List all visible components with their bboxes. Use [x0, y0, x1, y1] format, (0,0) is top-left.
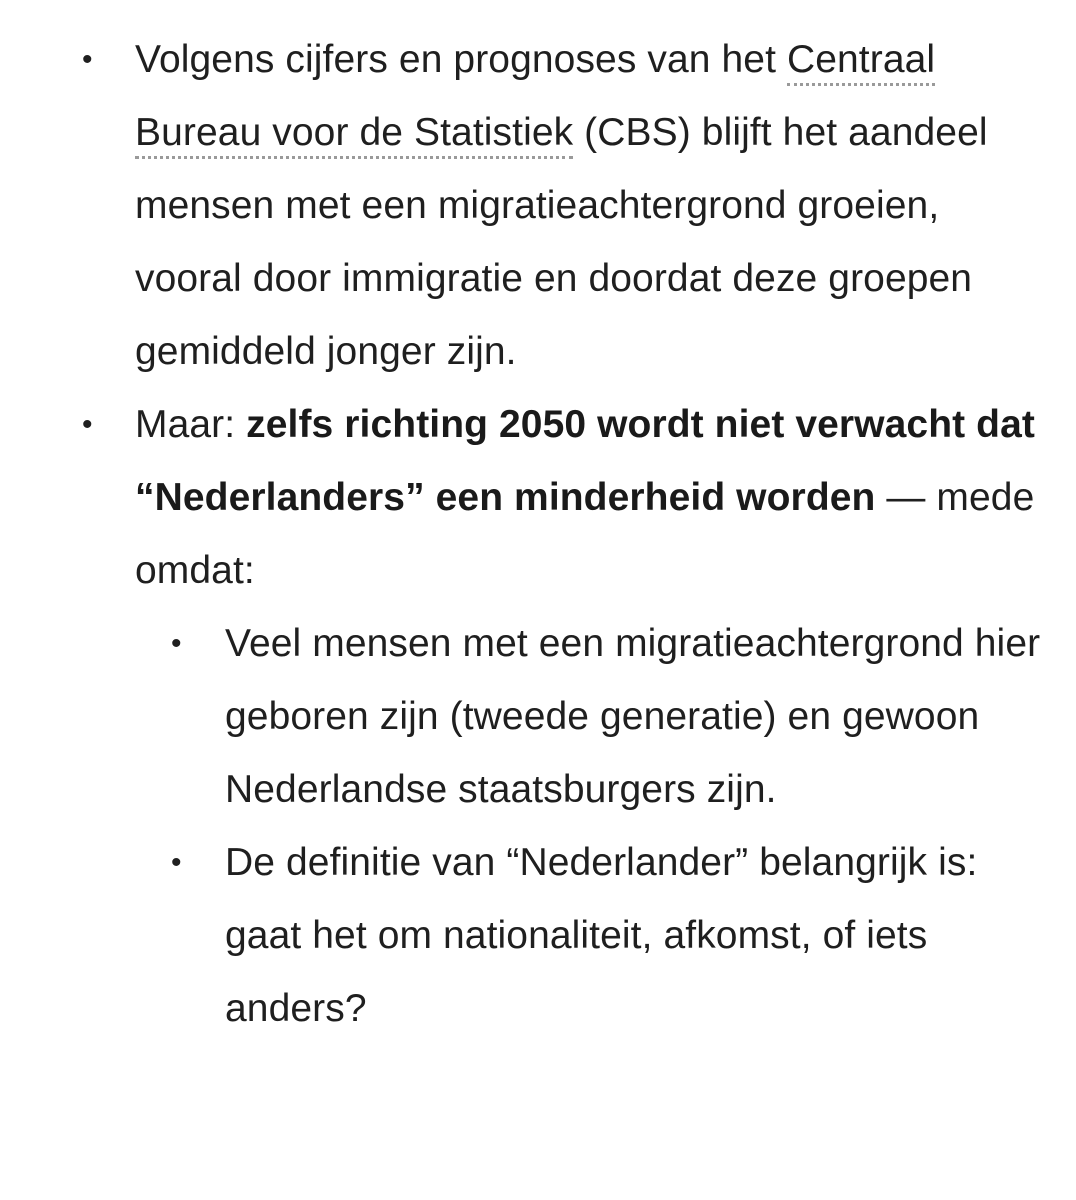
item-text-after-link: (CBS) blijft het aandeel mensen met een migratieachtergrond groeien, vooral door immigratie en doordat deze groepen gemiddeld jonger zijn. — [135, 111, 988, 373]
nested-bullet-list — [0, 607, 1041, 1045]
item-bold-statement: zelfs richting 2050 wordt niet verwacht dat “Nederlanders” een minderheid worden — [135, 403, 1035, 519]
cbs-link[interactable]: Centraal Bureau voor de Statistiek — [135, 38, 935, 159]
item-text-prefix: Maar: — [135, 403, 247, 446]
bullet-icon: • — [171, 627, 182, 660]
bullet-list — [0, 23, 1076, 1045]
bullet-icon: • — [171, 846, 182, 879]
list-item-cbs-growth — [0, 23, 1035, 388]
sub-item-text: De definitie van “Nederlander” belangrijk is: gaat het om nationaliteit, afkomst, of iets anders? — [225, 841, 978, 1030]
bullet-icon: • — [82, 43, 93, 76]
response-text-area — [0, 23, 1076, 1045]
item-text-before-link: Volgens cijfers en prognoses van het — [135, 38, 787, 81]
bullet-icon: • — [82, 408, 93, 441]
sub-item-text: Veel mensen met een migratieachtergrond hier geboren zijn (tweede generatie) en gewoon Nederlandse staatsburgers zijn. — [225, 622, 1041, 811]
item-text-suffix: — mede omdat: — [135, 476, 1035, 592]
list-item-no-minority — [0, 388, 1041, 1045]
sub-item-definition — [0, 826, 1055, 1045]
sub-item-second-generation — [0, 607, 1055, 826]
